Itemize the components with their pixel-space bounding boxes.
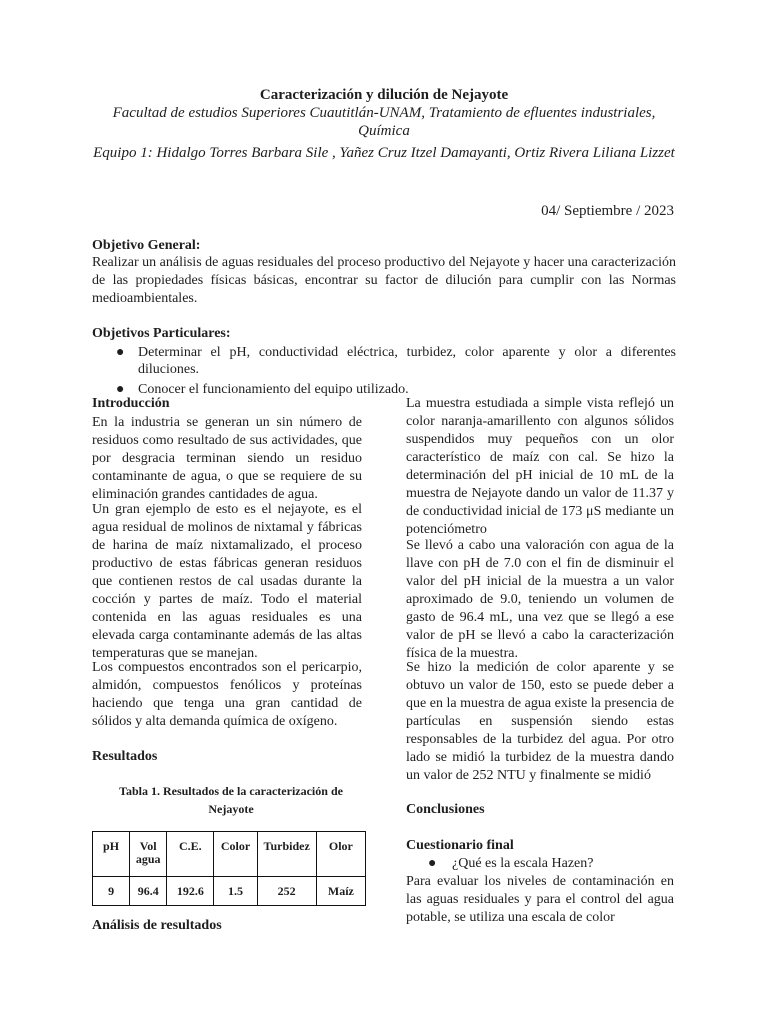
table-cell: 252	[257, 877, 316, 906]
table-header-cell: Turbidez	[257, 832, 316, 877]
bullet-icon: ●	[116, 345, 125, 360]
table-header-cell: Olor	[316, 832, 365, 877]
list-item: ● Determinar el pH, conductividad eléctrica, turbidez, color aparente y olor a diferentes diluciones.	[116, 345, 676, 377]
conclusiones-heading: Conclusiones	[406, 802, 485, 817]
cuestionario-answer: Para evaluar los niveles de contaminación en las aguas residuales y para el control del agua potable, se utiliza una escala de color	[406, 874, 674, 925]
introduccion-heading: Introducción	[92, 396, 170, 411]
table-cell: 192.6	[167, 877, 214, 906]
table-cell: 9	[93, 877, 130, 906]
list-item: ● Conocer el funcionamiento del equipo utilizado.	[116, 382, 409, 397]
bullet-icon: ●	[428, 856, 437, 871]
table-caption: Tabla 1. Resultados de la caracterización de Nejayote	[119, 784, 343, 816]
document-page: Caracterización y dilución de Nejayote Facultad de estudios Superiores Cuautitlán-UNAM, Tratamiento de efluentes industriales, Química Equipo 1: Hidalgo Torres Barbara Sile , Yañez Cruz Itzel Damayanti, Ortiz Rivera Liliana Lizzet 04/ Septiembre / 2023 Objetivo General: Realizar un análisis de aguas residuales del proceso productivo del Nejayote y hacer una caracterización de las propiedades físicas básicas, encontrar su factor de dilución para cumplir con las Normas medioambientales. Objetivos Particulares: ● Determinar el pH, conductividad eléctrica, turbidez, color aparente y olor a diferentes diluciones. ● Conocer el funcionamiento del equipo utilizado. Introducción En la industria se generan un sin número de residuos como resultado de sus actividades, que por desgracia terminan siendo un residuo contaminante de agua, o que se requiere de su eliminación grandes cantidades de agua. Un gran ejemplo de esto es el nejayote, es el agua residual de molinos de nixtamal y fábricas de harina de maíz nixtamalizado, el proceso productivo de estas fábricas generan residuos que contienen restos de cal usadas durante la cocción y partes de maíz. Todo el material contenida en las aguas residuales es una elevada carga contaminante además de las altas temperaturas que se manejan. Los compuestos encontrados son el pericarpio, almidón, compuestos fenólicos y proteínas haciendo que tenga una gran cantidad de sólidos y alta demanda química de oxígeno. Resultados Tabla 1. Resultados de la caracterización de Nejayote pH Vol agua C.E. Color Turbidez Olor 9 96.4 192.6 1.5 252 Maíz Análisis de resultados La muestra estudiada a simple vista reflejó un color naranja-amarillento con algunos sólidos suspendidos muy pequeños con un olor característico de maíz con cal. Se hizo la determinación del pH inicial de 10 mL de la muestra de Nejayote dando un valor de 11.37 y de conductividad inicial de 173 μS mediante un potenciómetro Se llevó a cabo una valoración con agua de la llave con pH de 7.0 con el fin de disminuir el valor del pH inicial de la muestra a un valor aproximado de 9.0, teniendo un volumen de gasto de 96.4 mL, una vez que se llegó a ese valor de pH se llevó a cabo la caracterización física de la muestra. Se hizo la medición de color aparente y se obtuvo un valor de 150, esto se puede deber a que en la muestra de agua existe la presencia de partículas en suspensión siendo estas responsables de la turbidez del agua. Por otro lado se midió la turbidez de la muestra dando un valor de 252 NTU y finalmente se midió Conclusiones Cuestionario final ● ¿Qué es la escala Hazen? Para evaluar los niveles de contaminación en las aguas residuales y para el control del agua potable, se utiliza una escala de color	[92, 87, 676, 933]
cuestionario-heading: Cuestionario final	[406, 838, 514, 853]
table-row	[93, 877, 366, 906]
introduccion-paragraph-1: En la industria se generan un sin número de residuos como resultado de sus actividades, que por desgracia terminan siendo un residuo contaminante de agua, o que se requiere de su eliminación grandes cantidades de agua.	[92, 415, 362, 502]
results-table	[92, 831, 366, 906]
objetivos-particulares-list	[92, 344, 676, 401]
table-header-cell: pH	[93, 832, 130, 877]
analisis-heading: Análisis de resultados	[92, 918, 222, 933]
document-date: 04/ Septiembre / 2023	[541, 203, 674, 219]
analysis-paragraph-1: La muestra estudiada a simple vista reflejó un color naranja-amarillento con algunos sólidos suspendidos muy pequeños con un olor característico de maíz con cal. Se hizo la determinación del pH inicial de 10 mL de la muestra de Nejayote dando un valor de 11.37 y de conductividad inicial de 173 μS mediante un potenciómetro	[406, 396, 674, 537]
table-header-cell: C.E.	[167, 832, 214, 877]
analysis-paragraph-3: Se hizo la medición de color aparente y se obtuvo un valor de 150, esto se puede deber a que en la muestra de agua existe la presencia de partículas en suspensión siendo estas responsables de la turbidez del agua. Por otro lado se midió la turbidez de la muestra dando un valor de 252 NTU y finalmente se midió	[406, 660, 674, 783]
table-cell: Maíz	[316, 877, 365, 906]
document-title: Caracterización y dilución de Nejayote	[259, 87, 509, 103]
objetivos-particulares-heading: Objetivos Particulares:	[92, 326, 231, 341]
objetivo-general-text: Realizar un análisis de aguas residuales del proceso productivo del Nejayote y hacer una caracterización de las propiedades físicas básicas, encontrar su factor de dilución para cumplir con las Normas medioambientales.	[92, 255, 676, 306]
table-cell: 1.5	[214, 877, 257, 906]
objetivo-general-heading: Objetivo General:	[92, 238, 201, 253]
table-cell: 96.4	[130, 877, 167, 906]
analysis-paragraph-2: Se llevó a cabo una valoración con agua de la llave con pH de 7.0 con el fin de disminuir el valor del pH inicial de la muestra a un valor aproximado de 9.0, teniendo un volumen de gasto de 96.4 mL, una vez que se llegó a ese valor de pH se llevó a cabo la caracterización física de la muestra.	[406, 538, 674, 661]
affiliation: Facultad de estudios Superiores Cuautitlán-UNAM, Tratamiento de efluentes industriales, Química	[112, 105, 656, 139]
table-header-cell: Vol agua	[130, 832, 167, 877]
bullet-icon: ●	[116, 382, 125, 397]
table-header-row	[93, 832, 366, 877]
team-members: Equipo 1: Hidalgo Torres Barbara Sile , Yañez Cruz Itzel Damayanti, Ortiz Rivera Liliana Lizzet	[93, 145, 675, 161]
introduccion-paragraph-2: Un gran ejemplo de esto es el nejayote, es el agua residual de molinos de nixtamal y fábricas de harina de maíz nixtamalizado, el proceso productivo de estas fábricas generan residuos que contienen restos de cal usadas durante la cocción y partes de maíz. Todo el material contenida en las aguas residuales es una elevada carga contaminante además de las altas temperaturas que se manejan.	[92, 502, 362, 661]
introduccion-paragraph-3: Los compuestos encontrados son el pericarpio, almidón, compuestos fenólicos y proteínas haciendo que tenga una gran cantidad de sólidos y alta demanda química de oxígeno.	[92, 660, 362, 729]
resultados-heading: Resultados	[92, 749, 158, 764]
table-header-cell: Color	[214, 832, 257, 877]
